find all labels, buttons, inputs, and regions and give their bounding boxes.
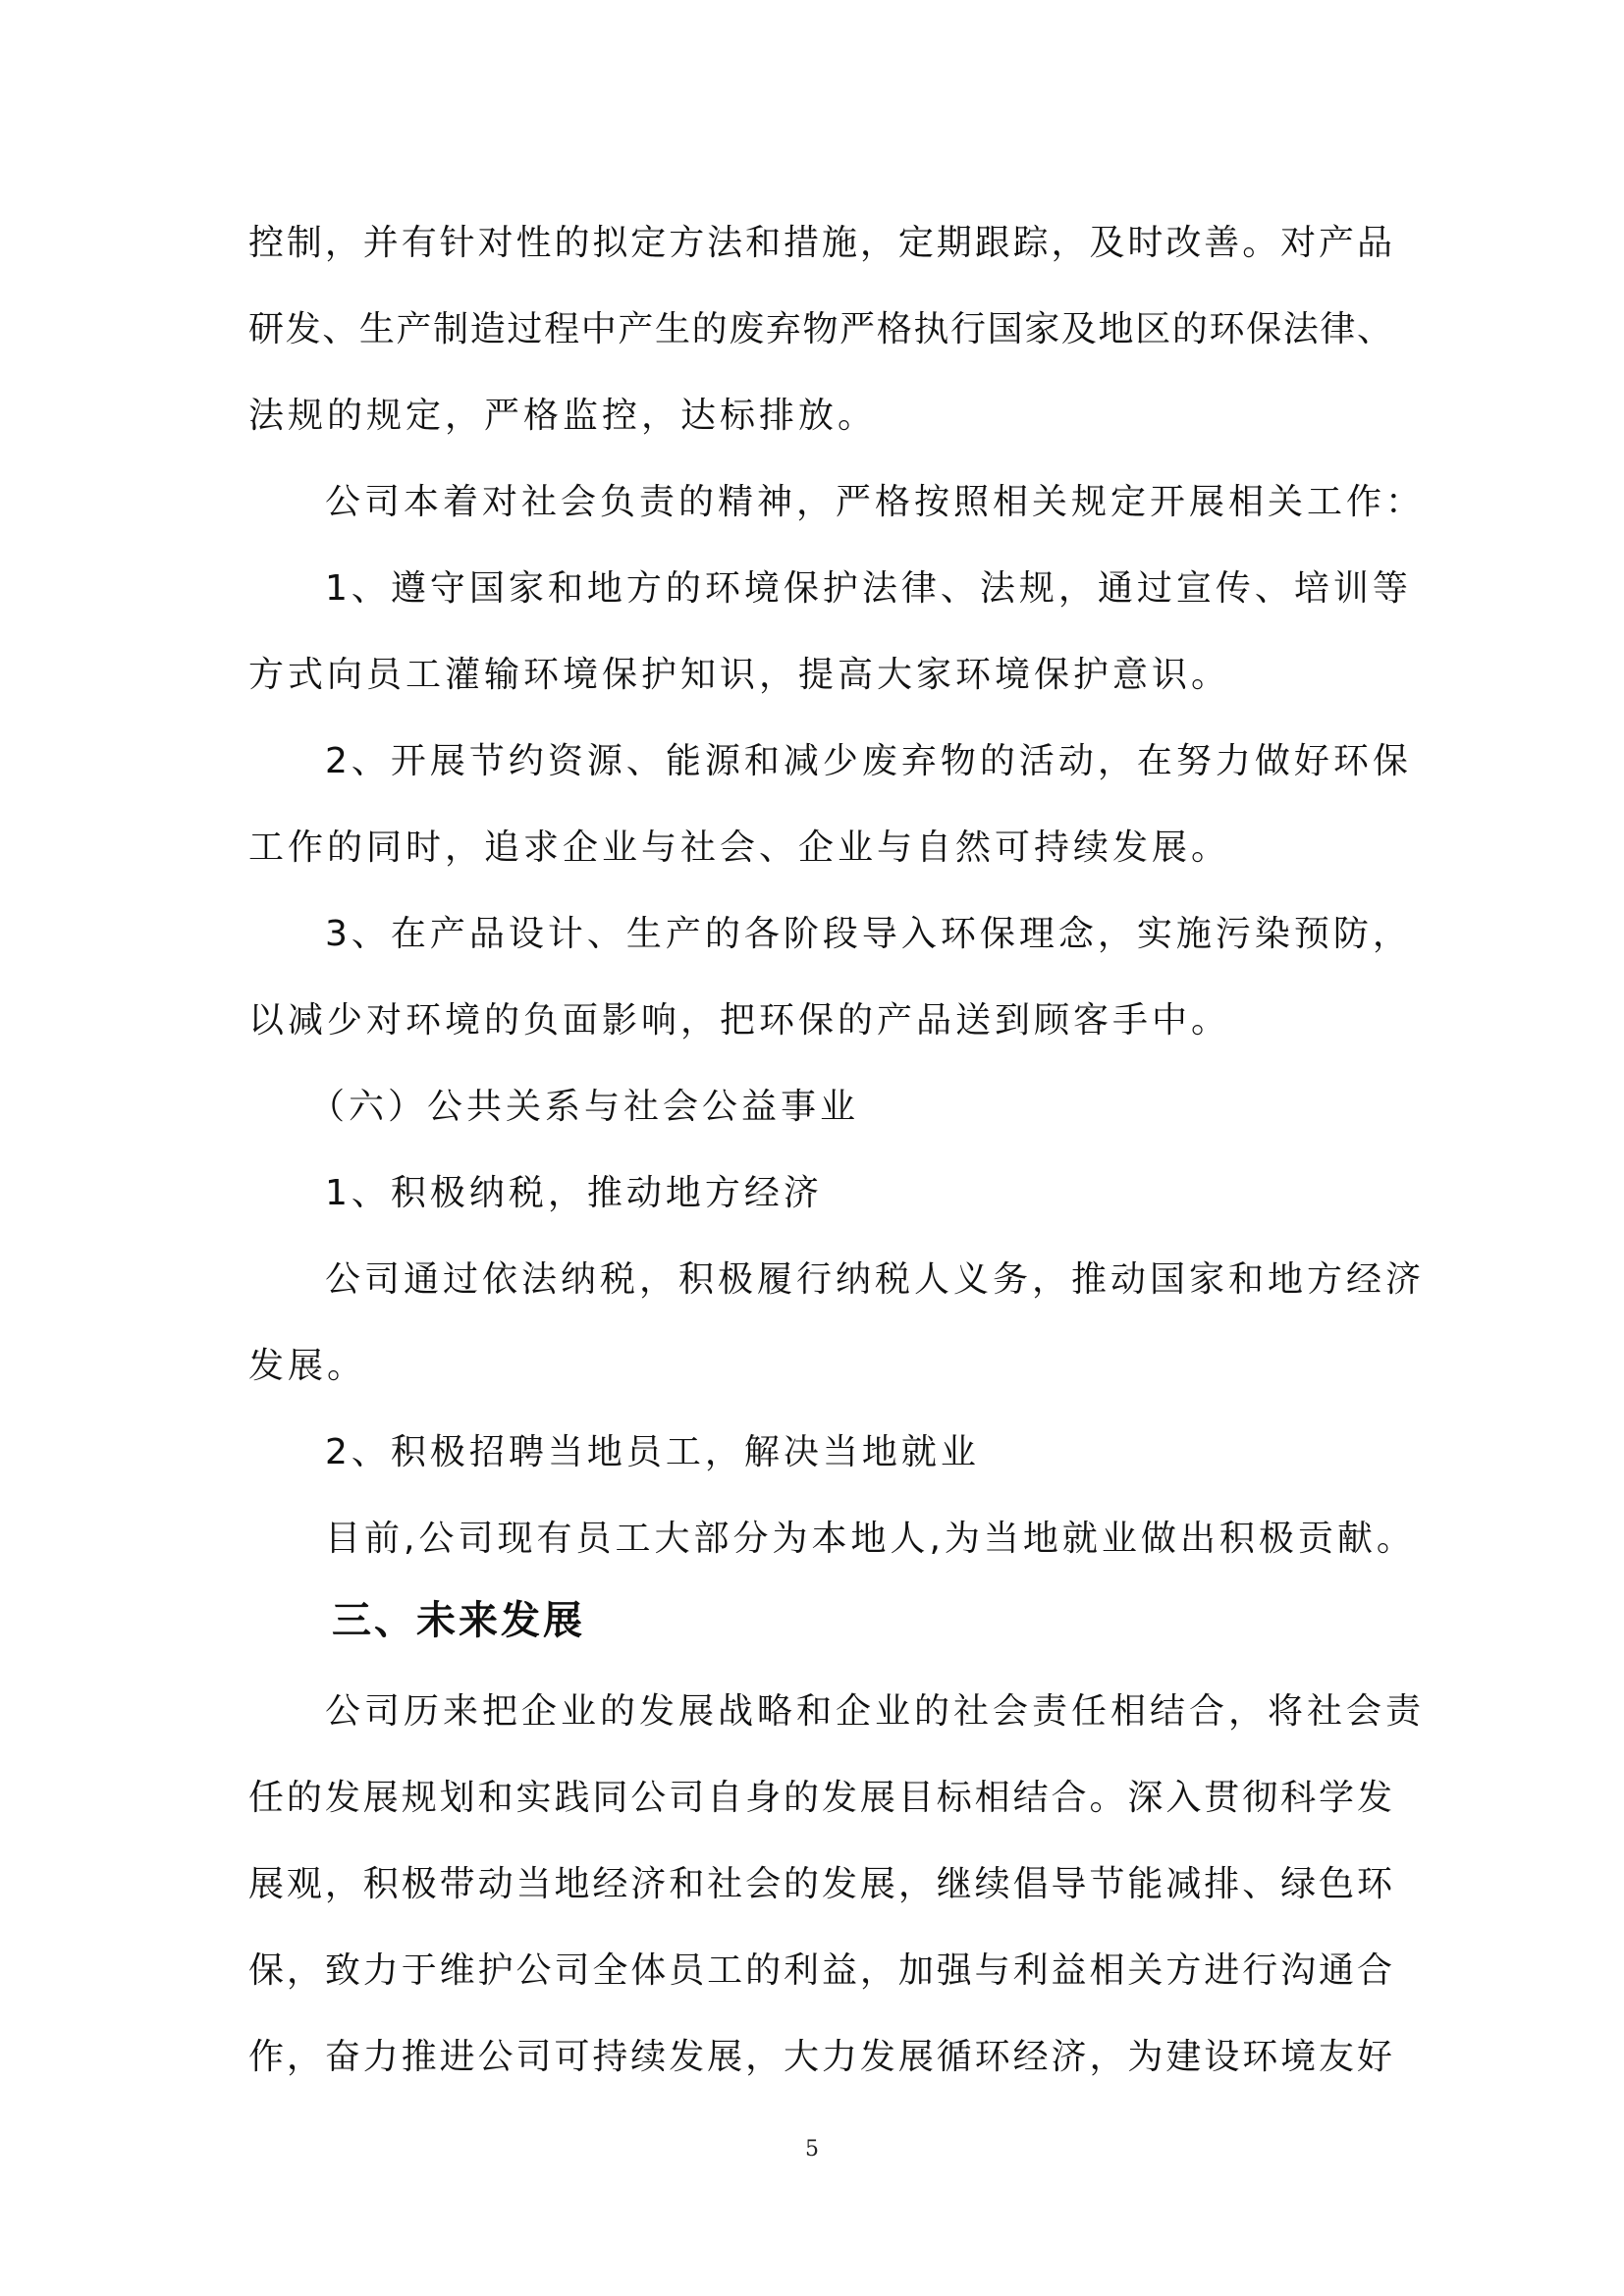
section-subheading: （六）公共关系与社会公益事业	[309, 1087, 860, 1127]
body-text-line: 展观，积极带动当地经济和社会的发展，继续倡导节能减排、绿色环	[248, 1864, 1392, 1904]
list-item-line: 1、积极纳税，推动地方经济	[325, 1173, 823, 1213]
body-text-line: 作，奋力推进公司可持续发展，大力发展循环经济，为建设环境友好	[248, 2037, 1392, 2077]
list-item-line: 3、在产品设计、生产的各阶段导入环保理念，实施污染预防，	[325, 914, 1412, 954]
section-heading: 三、未来发展	[332, 1598, 585, 1643]
list-item-line: 2、积极招聘当地员工，解决当地就业	[325, 1432, 980, 1472]
body-text-line: 工作的同时，追求企业与社会、企业与自然可持续发展。	[248, 828, 1231, 868]
list-item-line: 2、开展节约资源、能源和减少废弃物的活动，在努力做好环保	[325, 741, 1412, 781]
paragraph-line: 公司通过依法纳税，积极履行纳税人义务，推动国家和地方经济	[325, 1259, 1426, 1300]
body-text-line: 研发、生产制造过程中产生的废弃物严格执行国家及地区的环保法律、	[248, 309, 1392, 349]
body-text-line: 以减少对环境的负面影响，把环保的产品送到顾客手中。	[248, 1000, 1231, 1041]
body-text-line: 发展。	[248, 1346, 367, 1386]
body-text-line: 方式向员工灌输环境保护知识，提高大家环境保护意识。	[248, 655, 1231, 695]
body-text-line: 任的发展规划和实践同公司自身的发展目标相结合。深入贯彻科学发	[248, 1778, 1392, 1818]
paragraph-line: 公司历来把企业的发展战略和企业的社会责任相结合，将社会责	[325, 1691, 1426, 1732]
paragraph-line: 公司本着对社会负责的精神，严格按照相关规定开展相关工作：	[325, 482, 1426, 522]
body-text-line: 保，致力于维护公司全体员工的利益，加强与利益相关方进行沟通合	[248, 1950, 1392, 1991]
body-text-line: 控制，并有针对性的拟定方法和措施，定期跟踪，及时改善。对产品	[248, 223, 1392, 263]
body-text-line: 法规的规定，严格监控，达标排放。	[248, 396, 878, 436]
page-number: 5	[805, 2137, 819, 2162]
list-item-line: 1、遵守国家和地方的环境保护法律、法规，通过宣传、培训等	[325, 568, 1412, 609]
paragraph-line: 目前,公司现有员工大部分为本地人,为当地就业做出积极贡献。	[325, 1519, 1416, 1559]
